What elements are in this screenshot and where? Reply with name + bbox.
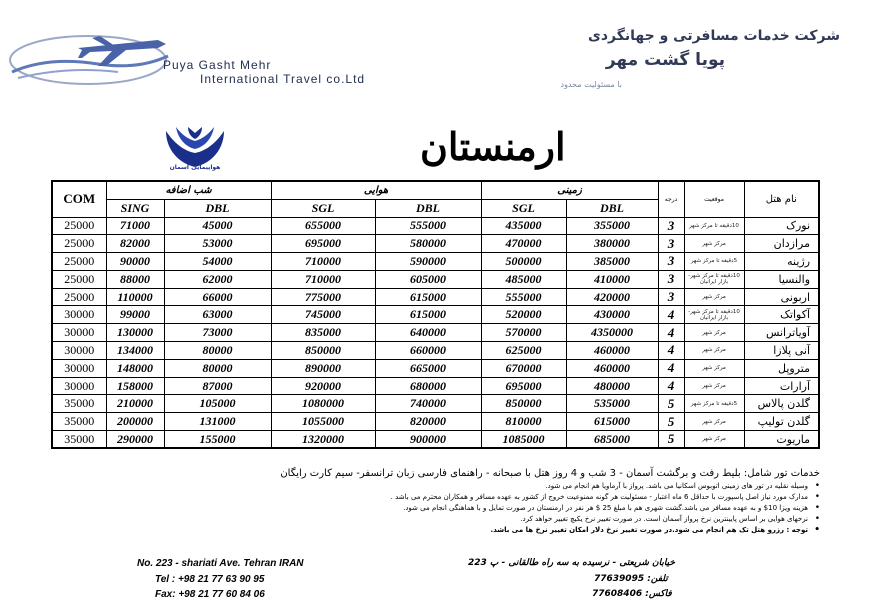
cell-extra-sing: 134000 (106, 342, 164, 360)
cell-ground-sgl: 1085000 (481, 431, 566, 449)
cell-air-sgl: 775000 (271, 288, 375, 306)
col-air: هوایی (271, 181, 481, 199)
cell-ground-sgl: 485000 (481, 270, 566, 288)
phone-en: Tel : +98 21 77 63 90 95 (155, 574, 265, 585)
cell-extra-dbl: 66000 (164, 288, 271, 306)
table-row (52, 217, 819, 235)
cell-location: 10دقیقه تا مرکز شهر-بازار ایرانیان (684, 270, 744, 288)
table-row (52, 235, 819, 253)
company-name-fa: پویا گشت مهر (605, 50, 725, 70)
cell-air-dbl: 615000 (375, 288, 481, 306)
cell-air-dbl: 680000 (375, 377, 481, 395)
cell-extra-dbl: 105000 (164, 395, 271, 413)
cell-hotel: گلدن پالاس (744, 395, 819, 413)
cell-ground-sgl: 500000 (481, 253, 566, 271)
cell-star: 5 (658, 413, 684, 431)
cell-star: 4 (658, 306, 684, 324)
cell-air-sgl: 1080000 (271, 395, 375, 413)
cell-star: 4 (658, 359, 684, 377)
cell-extra-dbl: 73000 (164, 324, 271, 342)
cell-hotel: ماریوت (744, 431, 819, 449)
cell-extra-sing: 82000 (106, 235, 164, 253)
cell-com: 30000 (52, 359, 106, 377)
cell-ground-dbl: 460000 (566, 342, 658, 360)
cell-extra-sing: 71000 (106, 217, 164, 235)
cell-ground-sgl: 470000 (481, 235, 566, 253)
cell-com: 35000 (52, 413, 106, 431)
cell-air-sgl: 710000 (271, 270, 375, 288)
cell-extra-dbl: 87000 (164, 377, 271, 395)
cell-air-sgl: 745000 (271, 306, 375, 324)
cell-hotel: نورک (744, 217, 819, 235)
cell-hotel: گلدن تولیپ (744, 413, 819, 431)
cell-star: 4 (658, 342, 684, 360)
cell-ground-dbl: 535000 (566, 395, 658, 413)
cell-ground-dbl: 410000 (566, 270, 658, 288)
cell-ground-dbl: 4350000 (566, 324, 658, 342)
table-row (52, 253, 819, 271)
cell-ground-dbl: 380000 (566, 235, 658, 253)
cell-star: 3 (658, 235, 684, 253)
col-ground: زمینی (481, 181, 658, 199)
cell-extra-sing: 200000 (106, 413, 164, 431)
cell-hotel: آرارات (744, 377, 819, 395)
cell-extra-dbl: 63000 (164, 306, 271, 324)
cell-ground-dbl: 385000 (566, 253, 658, 271)
cell-ground-sgl: 810000 (481, 413, 566, 431)
cell-air-dbl: 640000 (375, 324, 481, 342)
phone-fa: تلفن: 77639095 (594, 574, 668, 584)
cell-location: مرکز شهر (684, 342, 744, 360)
cell-com: 30000 (52, 377, 106, 395)
cell-com: 25000 (52, 270, 106, 288)
col-star: درجه (658, 181, 684, 217)
brand-name-line2: International Travel co.Ltd (200, 72, 366, 86)
cell-extra-dbl: 80000 (164, 342, 271, 360)
cell-air-dbl: 580000 (375, 235, 481, 253)
note-item: • وسیله نقلیه در تور های زمینی اتوبوس اسکانیا می باشد. پرواز با آرماویا هم انجام می شود. (80, 481, 820, 492)
note-item: • هزینه ویزا 10$ و به عهده مسافر می باشد.گشت شهری هم با مبلغ 25 $ هر نفر در ارمنستان در صورت تمایل و با هماهنگی انجام می شود. (80, 503, 820, 514)
cell-com: 25000 (52, 288, 106, 306)
table-row (52, 288, 819, 306)
cell-location: مرکز شهر (684, 377, 744, 395)
note-item: • نرخهای هوایی بر اساس پایینترین نرخ پرواز آسمان است. در صورت تغییر نرخ یکیچ تغییر خواهد کرد. (80, 514, 820, 525)
cell-extra-sing: 158000 (106, 377, 164, 395)
col-location: موقعیت (684, 181, 744, 217)
cell-com: 25000 (52, 235, 106, 253)
col-ground-dbl: DBL (566, 199, 658, 217)
cell-air-dbl: 555000 (375, 217, 481, 235)
cell-extra-dbl: 155000 (164, 431, 271, 449)
cell-com: 30000 (52, 324, 106, 342)
col-extra-sing: SING (106, 199, 164, 217)
cell-star: 3 (658, 217, 684, 235)
table-row (52, 306, 819, 324)
cell-location: 5دقیقه تا مرکز شهر (684, 395, 744, 413)
cell-extra-dbl: 131000 (164, 413, 271, 431)
cell-star: 4 (658, 324, 684, 342)
cell-hotel: متروپل (744, 359, 819, 377)
cell-extra-sing: 210000 (106, 395, 164, 413)
notes-list (80, 481, 820, 536)
cell-location: مرکز شهر (684, 359, 744, 377)
cell-ground-sgl: 520000 (481, 306, 566, 324)
cell-com: 30000 (52, 342, 106, 360)
cell-hotel: آکواتک (744, 306, 819, 324)
cell-ground-sgl: 570000 (481, 324, 566, 342)
cell-location: مرکز شهر (684, 431, 744, 449)
cell-hotel: والنسیا (744, 270, 819, 288)
cell-extra-sing: 110000 (106, 288, 164, 306)
table-row (52, 431, 819, 449)
cell-ground-sgl: 695000 (481, 377, 566, 395)
cell-air-sgl: 850000 (271, 342, 375, 360)
cell-ground-dbl: 685000 (566, 431, 658, 449)
cell-air-sgl: 835000 (271, 324, 375, 342)
price-table-wrap (51, 180, 818, 449)
cell-air-dbl: 820000 (375, 413, 481, 431)
cell-air-sgl: 1320000 (271, 431, 375, 449)
cell-ground-dbl: 420000 (566, 288, 658, 306)
cell-star: 3 (658, 270, 684, 288)
cell-hotel: آویاترانس (744, 324, 819, 342)
col-extra-dbl: DBL (164, 199, 271, 217)
cell-extra-dbl: 53000 (164, 235, 271, 253)
cell-location: مرکز شهر (684, 288, 744, 306)
fax-fa: فاکس: 77608406 (592, 589, 672, 599)
table-row (52, 395, 819, 413)
cell-air-sgl: 890000 (271, 359, 375, 377)
cell-air-sgl: 695000 (271, 235, 375, 253)
cell-hotel: مرازدان (744, 235, 819, 253)
brand-name-line1: Puya Gasht Mehr (163, 58, 272, 72)
cell-location: مرکز شهر (684, 235, 744, 253)
page-title: ارمنستان (420, 124, 566, 169)
cell-extra-sing: 148000 (106, 359, 164, 377)
note-item: • مدارک مورد نیاز اصل پاسپورت با حداقل 6 ماه اعتبار - مسئولیت هر گونه ممنوعیت خروج از کشور به عهده مسافر و همکاران محترم می باشد . (80, 492, 820, 503)
fax-en: Fax: +98 21 77 60 84 06 (155, 589, 265, 600)
cell-star: 5 (658, 431, 684, 449)
cell-ground-dbl: 460000 (566, 359, 658, 377)
cell-com: 25000 (52, 217, 106, 235)
col-com: COM (52, 181, 106, 217)
address-fa: خیابان شریعتی - نرسیده به سه راه طالقانی - پ 223 (468, 558, 675, 568)
col-air-sgl: SGL (271, 199, 375, 217)
table-row (52, 324, 819, 342)
cell-extra-sing: 88000 (106, 270, 164, 288)
cell-ground-sgl: 670000 (481, 359, 566, 377)
cell-location: 10دقیقه تا مرکز شهر (684, 217, 744, 235)
cell-star: 3 (658, 288, 684, 306)
note-item: • توجه : رزرو هتل تک هم انجام می شود.در صورت تغییر نرخ دلار امکان تغییر نرخ ها می باشد. (80, 525, 820, 536)
cell-star: 4 (658, 377, 684, 395)
cell-air-dbl: 740000 (375, 395, 481, 413)
cell-air-dbl: 615000 (375, 306, 481, 324)
address-en: No. 223 - shariati Ave. Tehran IRAN (137, 558, 304, 569)
cell-ground-sgl: 435000 (481, 217, 566, 235)
cell-hotel: آنی پلازا (744, 342, 819, 360)
cell-com: 25000 (52, 253, 106, 271)
table-row (52, 342, 819, 360)
letterhead (0, 0, 870, 100)
cell-ground-sgl: 625000 (481, 342, 566, 360)
cell-ground-dbl: 355000 (566, 217, 658, 235)
col-extra-night: شب اضافه (106, 181, 271, 199)
cell-air-dbl: 900000 (375, 431, 481, 449)
cell-extra-sing: 290000 (106, 431, 164, 449)
cell-air-dbl: 665000 (375, 359, 481, 377)
table-row (52, 270, 819, 288)
cell-ground-dbl: 480000 (566, 377, 658, 395)
cell-ground-dbl: 615000 (566, 413, 658, 431)
cell-star: 5 (658, 395, 684, 413)
airline-name: هواپیمایی آسمان (169, 164, 221, 171)
cell-extra-sing: 130000 (106, 324, 164, 342)
table-row (52, 413, 819, 431)
col-hotel: نام هتل (744, 181, 819, 217)
cell-air-dbl: 605000 (375, 270, 481, 288)
services-included: خدمات تور شامل: بلیط رفت و برگشت آسمان - 3 شب و 4 روز هتل با صبحانه - راهنمای فارسی زبان ترانسفر- سیم کارت رایگان (280, 468, 820, 479)
cell-air-sgl: 655000 (271, 217, 375, 235)
cell-ground-sgl: 850000 (481, 395, 566, 413)
cell-extra-dbl: 62000 (164, 270, 271, 288)
table-row (52, 377, 819, 395)
cell-com: 30000 (52, 306, 106, 324)
cell-hotel: اربونی (744, 288, 819, 306)
company-title-fa: شرکت خدمات مسافرتی و جهانگردی (588, 28, 840, 44)
table-body (52, 217, 819, 448)
cell-ground-sgl: 555000 (481, 288, 566, 306)
cell-com: 35000 (52, 431, 106, 449)
company-tagline-fa: با مسئولیت محدود (560, 80, 622, 89)
cell-air-sgl: 920000 (271, 377, 375, 395)
cell-air-sgl: 710000 (271, 253, 375, 271)
cell-hotel: رژینه (744, 253, 819, 271)
airplane-logo-icon (8, 26, 173, 90)
cell-location: مرکز شهر (684, 324, 744, 342)
cell-extra-sing: 99000 (106, 306, 164, 324)
cell-air-dbl: 660000 (375, 342, 481, 360)
cell-ground-dbl: 430000 (566, 306, 658, 324)
cell-com: 35000 (52, 395, 106, 413)
cell-air-sgl: 1055000 (271, 413, 375, 431)
cell-location: 5دقیقه تا مرکز شهر (684, 253, 744, 271)
col-air-dbl: DBL (375, 199, 481, 217)
cell-star: 3 (658, 253, 684, 271)
cell-extra-sing: 90000 (106, 253, 164, 271)
hotel-price-table (51, 180, 820, 449)
cell-extra-dbl: 45000 (164, 217, 271, 235)
tour-notes (80, 468, 820, 536)
cell-location: مرکز شهر (684, 413, 744, 431)
cell-extra-dbl: 54000 (164, 253, 271, 271)
table-row (52, 359, 819, 377)
col-ground-sgl: SGL (481, 199, 566, 217)
cell-air-dbl: 590000 (375, 253, 481, 271)
cell-location: 10دقیقه تا مرکز شهر-بازار ایرانیان (684, 306, 744, 324)
cell-extra-dbl: 80000 (164, 359, 271, 377)
